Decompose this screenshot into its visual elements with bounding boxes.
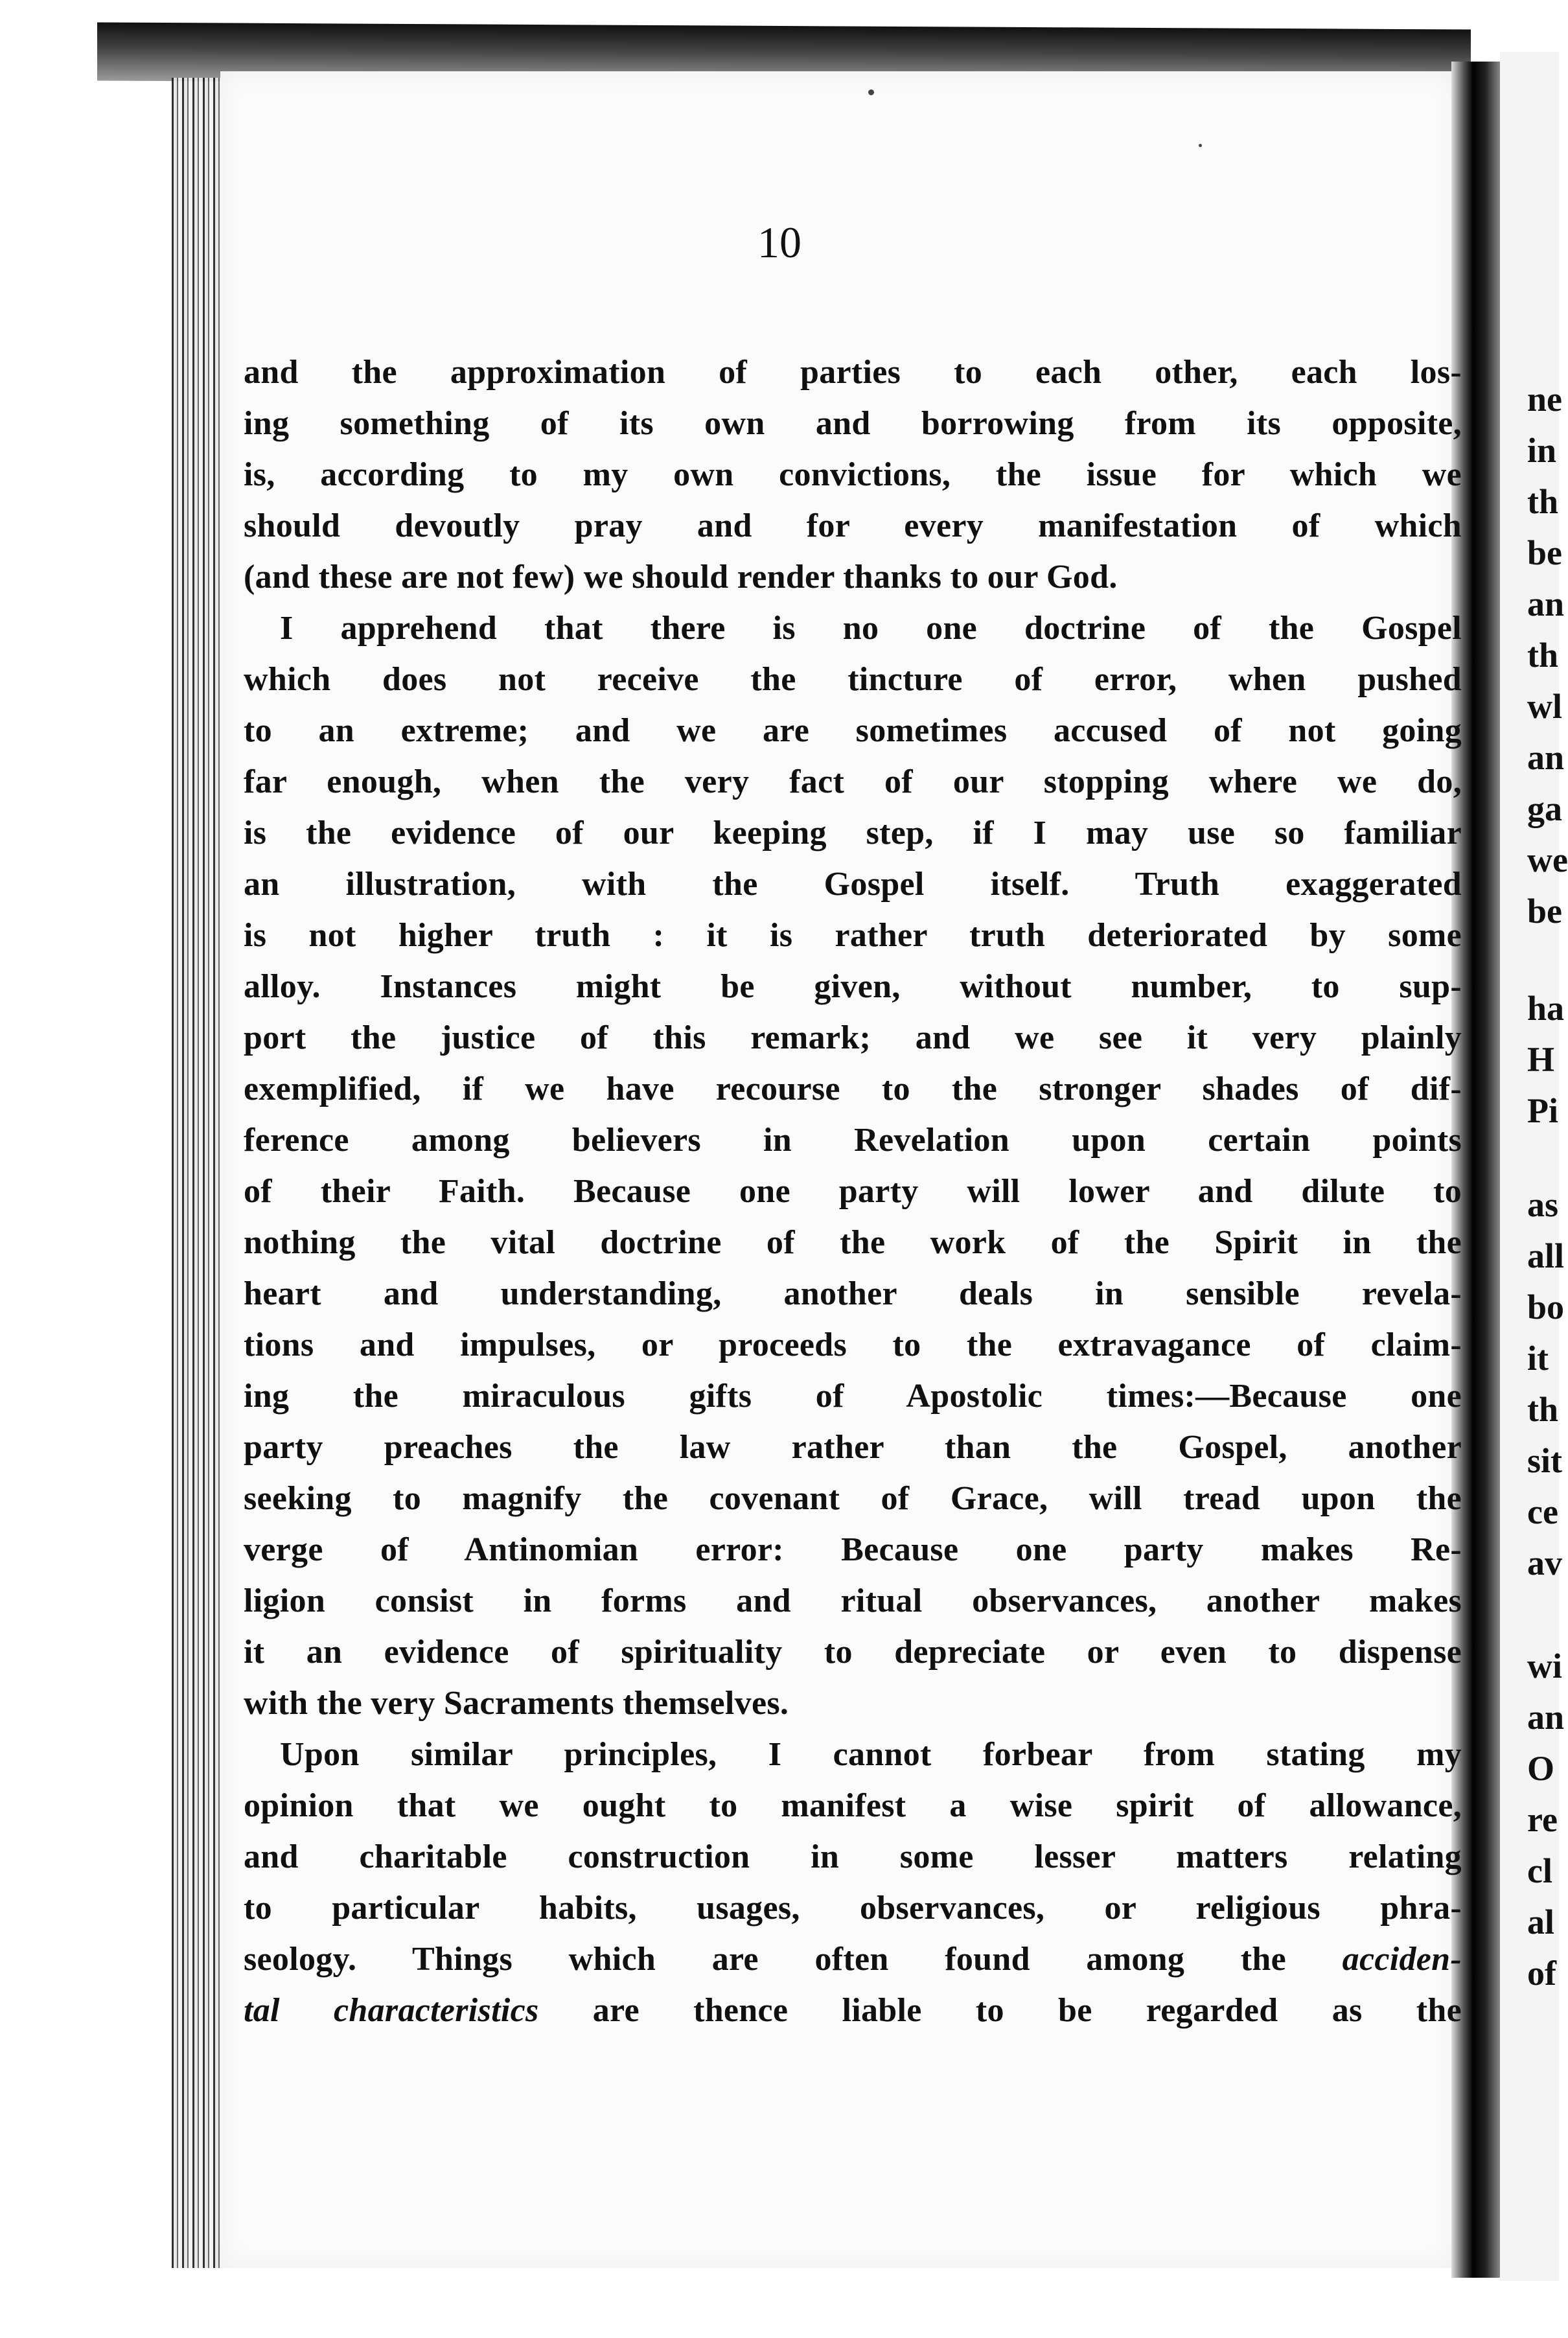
facing-fragment: Pi: [1527, 1091, 1558, 1130]
text-line: an illustration, with the Gospel itself. Truth exaggerated: [244, 866, 1462, 903]
text-line: [244, 1985, 1462, 2036]
text-line: with the very Sacraments themselves.: [244, 1685, 789, 1722]
facing-fragment: H: [1527, 1040, 1555, 1079]
facing-fragment: an: [1527, 1698, 1565, 1737]
facing-fragment: be: [1527, 533, 1562, 572]
text-line: is the evidence of our keeping step, if I may use so familiar: [244, 815, 1462, 851]
facing-fragment: we: [1527, 840, 1568, 879]
facing-fragment: bo: [1527, 1288, 1565, 1326]
text-line: party preaches the law rather than the Gospel, another: [244, 1429, 1462, 1466]
text-line: is, according to my own convictions, the issue for which we: [244, 456, 1462, 493]
facing-fragment: re: [1527, 1800, 1558, 1839]
facing-fragment: av: [1527, 1544, 1562, 1582]
text-line: verge of Antinomian error: Because one party makes Re-: [244, 1531, 1462, 1568]
body-text: [244, 347, 1462, 2083]
page-edges: [172, 78, 220, 2268]
facing-fragment: al: [1527, 1903, 1555, 1941]
facing-fragment: sit: [1527, 1441, 1562, 1480]
facing-fragment: an: [1527, 738, 1565, 777]
text-line: ligion consist in forms and ritual observances, another makes: [244, 1582, 1462, 1619]
text-line: [244, 1934, 1462, 1985]
text-line: is not higher truth : it is rather truth deteriorated by some: [244, 917, 1462, 954]
facing-fragment: it: [1527, 1339, 1549, 1378]
facing-fragment: in: [1527, 431, 1557, 470]
facing-fragment: th: [1527, 636, 1559, 675]
facing-fragment: cl: [1527, 1851, 1552, 1890]
text-line: ing something of its own and borrowing from its opposite,: [244, 405, 1462, 442]
italic-text: acciden-: [1342, 1941, 1462, 1978]
text-line: alloy. Instances might be given, without number, to sup-: [244, 968, 1462, 1005]
text-line: opinion that we ought to manifest a wise spirit of allowance,: [244, 1787, 1462, 1824]
text-line: to particular habits, usages, observances, or religious phra-: [244, 1890, 1462, 1927]
text-line: and charitable construction in some lesser matters relating: [244, 1838, 1462, 1875]
text-line: and the approximation of parties to each other, each los-: [244, 354, 1462, 391]
facing-fragment: ne: [1527, 380, 1562, 419]
page-number: 10: [757, 218, 801, 267]
facing-page-edge: [1500, 52, 1568, 2281]
text-line: I apprehend that there is no one doctrine of the Gospel: [280, 610, 1462, 647]
facing-fragment: of: [1527, 1954, 1556, 1993]
text-line: heart and understanding, another deals in sensible revela-: [244, 1275, 1462, 1312]
facing-fragment: ha: [1527, 989, 1565, 1028]
text-line: to an extreme; and we are sometimes accused of not going: [244, 712, 1462, 749]
italic-text: tal characteristics: [244, 1992, 539, 2029]
text-line: it an evidence of spirituality to depreciate or even to dispense: [244, 1634, 1462, 1671]
text-line: Upon similar principles, I cannot forbear from stating my: [280, 1736, 1462, 1773]
facing-fragment: ga: [1527, 789, 1562, 828]
facing-fragment: an: [1527, 584, 1565, 623]
text-line: should devoutly pray and for every manifestation of which: [244, 507, 1462, 544]
text-line: tions and impulses, or proceeds to the extravagance of claim-: [244, 1326, 1462, 1363]
text-run: are thence liable to be regarded as the: [592, 1992, 1462, 2029]
facing-fragment: th: [1527, 1390, 1559, 1429]
ink-speck: [1199, 144, 1202, 147]
text-line: far enough, when the very fact of our stopping where we do,: [244, 763, 1462, 800]
text-run: seology. Things which are often found among the: [244, 1941, 1287, 1978]
text-line: of their Faith. Because one party will lower and dilute to: [244, 1173, 1462, 1210]
facing-fragment: wi: [1527, 1647, 1562, 1685]
facing-fragment: be: [1527, 892, 1562, 931]
facing-fragment: wl: [1527, 687, 1562, 726]
text-line: nothing the vital doctrine of the work of the Spirit in the: [244, 1224, 1462, 1261]
ink-speck: [868, 89, 874, 95]
text-line: ference among believers in Revelation upon certain points: [244, 1122, 1462, 1159]
text-line: exemplified, if we have recourse to the stronger shades of dif-: [244, 1071, 1462, 1107]
facing-fragment: ce: [1527, 1492, 1558, 1531]
text-line: (and these are not few) we should render thanks to our God.: [244, 559, 1118, 596]
facing-fragment: O: [1527, 1749, 1555, 1788]
facing-fragment: th: [1527, 482, 1559, 521]
facing-fragment: as: [1527, 1185, 1559, 1224]
facing-fragment: all: [1527, 1236, 1565, 1275]
text-line: ing the miraculous gifts of Apostolic times:—Because one: [244, 1378, 1462, 1415]
text-line: seeking to magnify the covenant of Grace, will tread upon the: [244, 1480, 1462, 1517]
text-line: port the justice of this remark; and we see it very plainly: [244, 1019, 1462, 1056]
text-line: which does not receive the tincture of error, when pushed: [244, 661, 1462, 698]
